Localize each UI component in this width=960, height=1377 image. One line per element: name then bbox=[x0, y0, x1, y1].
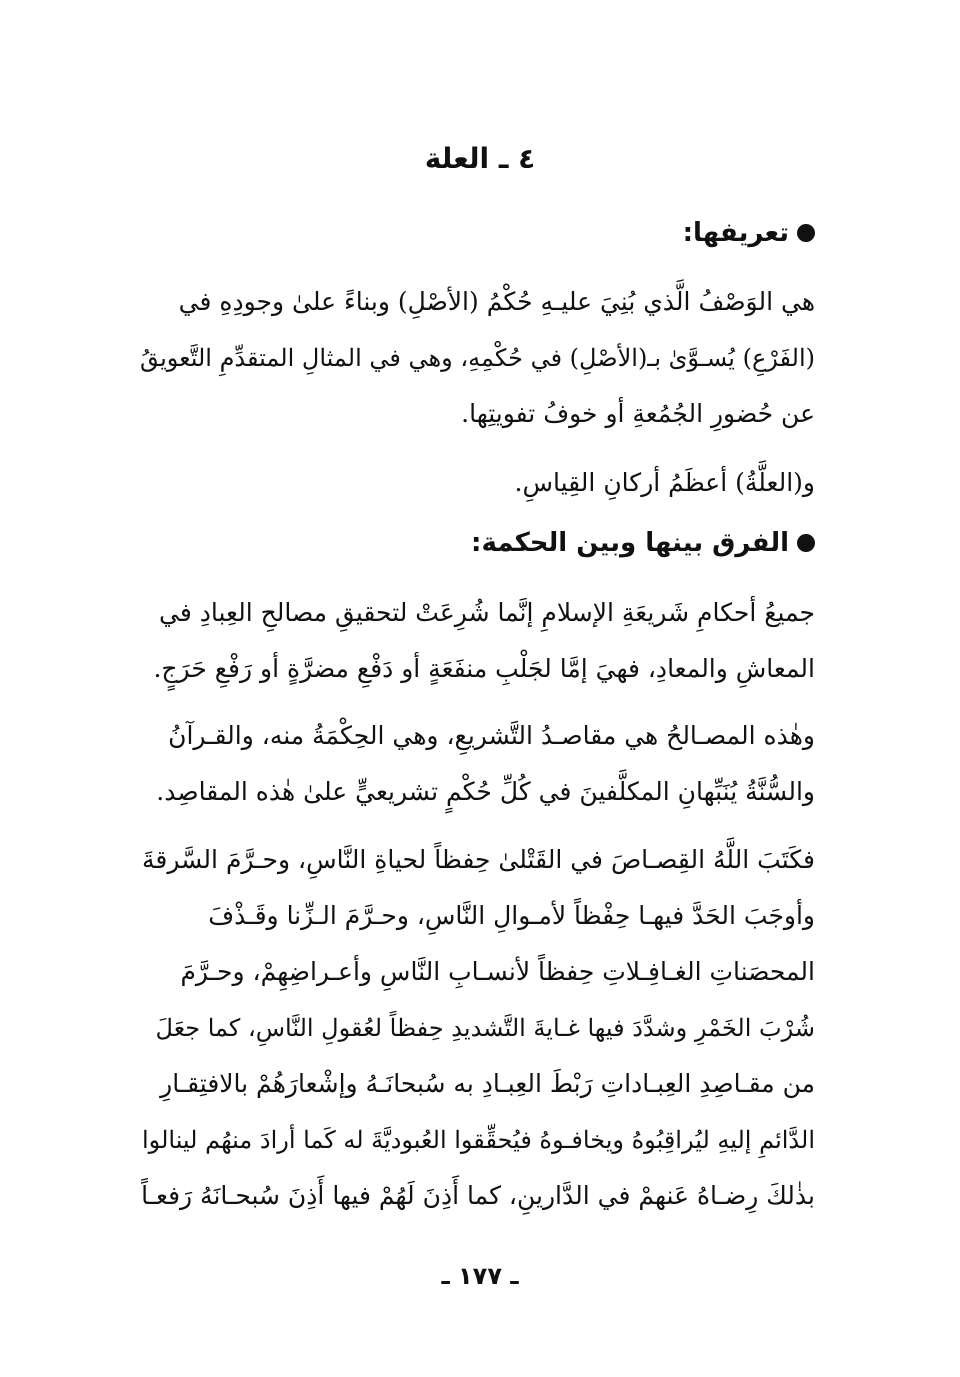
text-line: هي الوَصْفُ الَّذي بُنِيَ عليـهِ حُكْمُ (الأصْلِ) وبناءً علىٰ وجودِهِ في bbox=[178, 287, 815, 316]
subheading-label: الفرق بينها وبين الحكمة: bbox=[471, 528, 789, 558]
text-line: عن حُضورِ الجُمُعةِ أو خوفُ تفويتِها. bbox=[461, 399, 815, 428]
page-number: ـ ١٧٧ ـ bbox=[441, 1262, 519, 1290]
text-line: فكَتَبَ اللَّهُ القِصـاصَ في القَتْلىٰ حِفظاً لحياةِ النَّاسِ، وحـرَّمَ السَّرقةَ bbox=[141, 845, 815, 874]
subheading-label: تعريفها: bbox=[682, 218, 789, 248]
text-line: والسُّنَّةُ يُنَبِّهانِ المكلَّفينَ في كُلِّ حُكْمٍ تشريعيٍّ علىٰ هٰذه المقاصِد. bbox=[156, 777, 815, 806]
paragraph-examples bbox=[140, 832, 815, 1224]
text-line: بذٰلكَ رِضـاهُ عَنهمْ في الدَّارينِ، كما أَذِنَ لَهُمْ فيها أَذِنَ سُبحـانَهُ رَفعـاً bbox=[141, 1181, 815, 1210]
text-line: (الفَرْعِ) يُسـوَّىٰ بـ(الأصْلِ) في حُكْمِهِ، وهي في المثالِ المتقدِّمِ التَّعويقُ bbox=[140, 344, 815, 372]
section-title: ٤ ـ العلة bbox=[424, 142, 536, 175]
text-line: من مقـاصِدِ العِبـاداتِ رَبْطَ العِبـادِ به سُبحانَـهُ وإشْعارَهُمْ بالافتِقـارِ bbox=[160, 1069, 815, 1098]
paragraph-pillar bbox=[140, 455, 815, 511]
text-line: و(العلَّةُ) أعظَمُ أركانِ القِياسِ. bbox=[514, 468, 815, 497]
subheading-definition bbox=[683, 218, 815, 248]
bullet-icon bbox=[797, 224, 815, 242]
bullet-icon bbox=[797, 534, 815, 552]
text-line: شُرْبَ الخَمْرِ وشدَّدَ فيها غـايةَ التَّشديدِ حِفظاً لعُقولِ النَّاسِ، كما جعَلَ bbox=[155, 1014, 815, 1042]
text-line: الدَّائمِ إليهِ ليُراقِبُوهُ ويخافـوهُ فيُحقِّقوا العُبوديَّةَ له كَما أرادَ منهُم لينالوا bbox=[142, 1126, 815, 1154]
paragraph-objectives bbox=[140, 708, 815, 820]
text-line: جميعُ أحكامِ شَريعَةِ الإسلامِ إنَّما شُرِعَتْ لتحقيقِ مصالحِ العِبادِ في bbox=[159, 598, 815, 627]
text-line: وأوجَبَ الحَدَّ فيهـا حِفْظاً لأمـوالِ النَّاسِ، وحـرَّمَ الـزِّنا وقَـذْفَ bbox=[208, 901, 815, 930]
paragraph-definition bbox=[140, 274, 815, 442]
text-line: المحصَناتِ الغـافِـلاتِ حِفظاً لأنسـابِ النَّاسِ وأعـراضِهِمْ، وحـرَّمَ bbox=[180, 957, 815, 986]
subheading-difference bbox=[471, 528, 815, 558]
paragraph-rulings bbox=[140, 585, 815, 697]
text-line: المعاشِ والمعادِ، فهيَ إمَّا لجَلْبِ منفَعَةٍ أو دَفْعِ مضرَّةٍ أو رَفْعِ حَرَجٍ. bbox=[153, 654, 815, 683]
text-line: وهٰذه المصـالحُ هي مقاصـدُ التَّشريعِ، وهي الحِكْمَةُ منه، والقـرآنُ bbox=[168, 721, 815, 750]
